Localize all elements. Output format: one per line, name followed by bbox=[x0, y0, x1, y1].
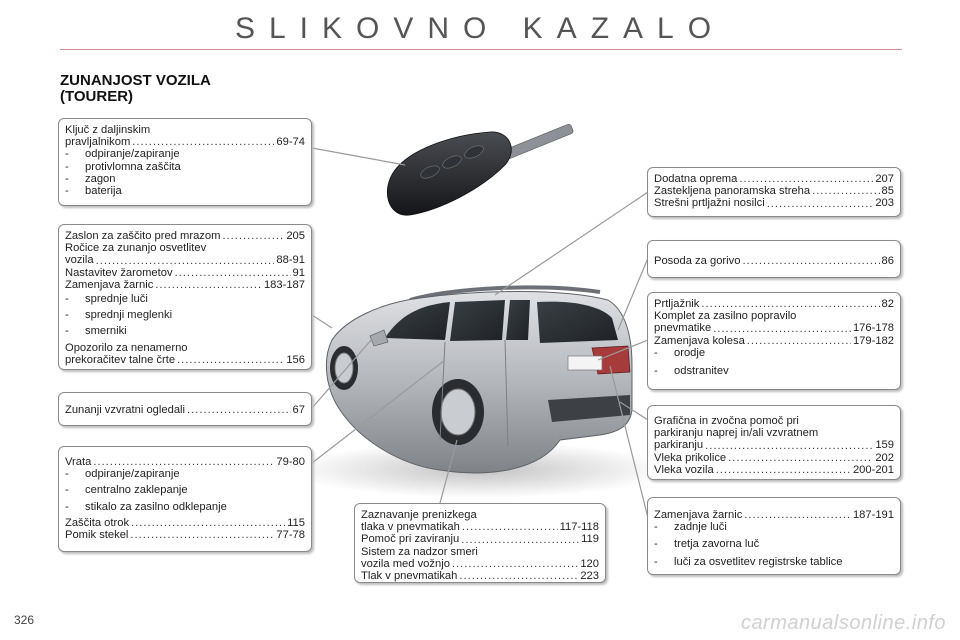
doors-bullet: - centralno zaklepanje bbox=[65, 484, 188, 497]
tyre-row: Tlak v pnevmatikah ..... 223 bbox=[361, 570, 599, 582]
section-heading-line1: ZUNANJOST VOZILA bbox=[60, 72, 211, 89]
key-row-label: pravljalnikom bbox=[65, 136, 131, 149]
boot-row: Zamenjava kolesa ..... 179-182 bbox=[654, 335, 894, 347]
key-row-page[interactable]: 69-74 bbox=[276, 136, 305, 149]
accessories-row: Strešni prtljažni nosilci ..... 203 bbox=[654, 197, 894, 209]
rear-lamps-box bbox=[647, 497, 901, 575]
doors-bullet: - stikalo za zasilno odklepanje bbox=[65, 500, 227, 513]
parking-row: Vleka prikolice ..... 202 bbox=[654, 452, 894, 464]
mirror-row: Zunanji vzvratni ogledali ..... 67 bbox=[65, 404, 305, 416]
tyre-pressure-box bbox=[354, 503, 606, 583]
car-illustration bbox=[290, 287, 670, 498]
lights-line: Opozorilo za nenamerno bbox=[65, 341, 188, 354]
lights-row: prekoračitev talne črte ..... 156 bbox=[65, 354, 305, 366]
rear-lamps-bullet: - luči za osvetlitev registrske tablice bbox=[654, 555, 843, 568]
tyre-row: Pomoč pri zaviranju ..... 119 bbox=[361, 533, 599, 545]
section-heading-line2: (TOURER) bbox=[60, 88, 134, 105]
mirror-box bbox=[58, 392, 312, 426]
doors-bullet: - odpiranje/zapiranje bbox=[65, 468, 180, 481]
tyre-line: Zaznavanje prenizkega bbox=[361, 509, 477, 521]
boot-bullet: - orodje bbox=[654, 346, 706, 359]
accessories-row: Dodatna oprema ..... 207 bbox=[654, 173, 894, 185]
lights-row: vozila ..... 88-91 bbox=[65, 254, 305, 266]
key-row bbox=[65, 136, 305, 148]
boot-bullet: - odstranitev bbox=[654, 365, 729, 378]
lights-row: Zamenjava žarnic ..... 183-187 bbox=[65, 279, 305, 291]
tyre-row: tlaka v pnevmatikah ..... 117-118 bbox=[361, 521, 599, 533]
lights-row: Zaslon za zaščito pred mrazom ..... 205 bbox=[65, 230, 305, 242]
boot-box bbox=[647, 292, 901, 390]
doors-row: Zaščita otrok ..... 115 bbox=[65, 517, 305, 529]
doors-row: Pomik stekel ..... 77-78 bbox=[65, 529, 305, 541]
parking-line: parkiranju naprej in/ali vzvratnem bbox=[654, 427, 819, 440]
key-title: Ključ z daljinskim bbox=[65, 124, 151, 136]
fuel-tank-box bbox=[647, 240, 901, 278]
parking-aid-box bbox=[647, 405, 901, 480]
boot-line: Komplet za zasilno popravilo bbox=[654, 310, 797, 323]
remote-key-illustration bbox=[387, 123, 574, 215]
doors-row: Vrata ..... 79-80 bbox=[65, 456, 305, 468]
lights-bullet: - sprednji meglenki bbox=[65, 309, 173, 322]
parking-line: Grafična in zvočna pomoč pri bbox=[654, 415, 799, 427]
lights-bullet: - smerniki bbox=[65, 325, 127, 338]
key-bullet: - protivlomna zaščita bbox=[65, 160, 181, 173]
key-bullet: - zagon bbox=[65, 172, 116, 185]
boot-row: Prtljažnik ..... 82 bbox=[654, 298, 894, 310]
parking-row: Vleka vozila ..... 200-201 bbox=[654, 464, 894, 476]
rear-lamps-bullet: - tretja zavorna luč bbox=[654, 538, 760, 551]
accessories-row: Zastekljena panoramska streha ..... 85 bbox=[654, 185, 894, 197]
lights-bullet: - sprednje luči bbox=[65, 293, 148, 306]
page-number: 326 bbox=[14, 613, 35, 627]
doors-box bbox=[58, 446, 312, 552]
tyre-row: vozila med vožnjo ..... 120 bbox=[361, 558, 599, 570]
fuel-row: Posoda za gorivo ..... 86 bbox=[654, 255, 894, 267]
remote-key-box bbox=[58, 118, 312, 206]
watermark: carmanualsonline.info bbox=[740, 612, 946, 634]
rear-lamps-row: Zamenjava žarnic ..... 187-191 bbox=[654, 509, 894, 521]
lights-row: Nastavitev žarometov ..... 91 bbox=[65, 267, 305, 279]
boot-row: pnevmatike ..... 176-178 bbox=[654, 322, 894, 334]
key-bullet: - odpiranje/zapiranje bbox=[65, 148, 180, 161]
page-title: SLIKOVNO KAZALO bbox=[234, 12, 726, 45]
lights-line: Ročice za zunanjo osvetlitev bbox=[65, 242, 207, 255]
accessories-box bbox=[647, 167, 901, 217]
key-bullet: - baterija bbox=[65, 185, 122, 198]
rear-lamps-bullet: - zadnje luči bbox=[654, 521, 727, 534]
front-lights-box bbox=[58, 224, 312, 370]
parking-row: parkiranju ..... 159 bbox=[654, 439, 894, 451]
tyre-line: Sistem za nadzor smeri bbox=[361, 545, 478, 558]
